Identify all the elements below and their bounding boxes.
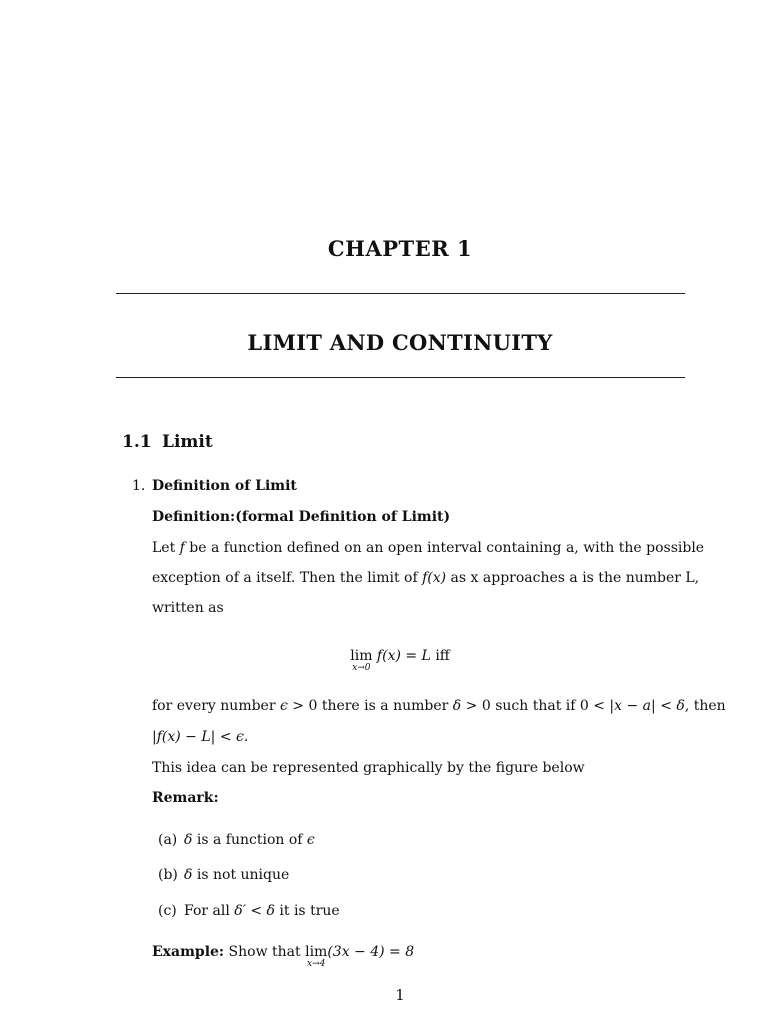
top-rule — [116, 293, 685, 294]
chapter-label: CHAPTER 1 — [327, 236, 473, 261]
bottom-rule — [116, 377, 685, 378]
math-delta: δ — [184, 867, 193, 883]
math-epsilon: ϵ — [279, 698, 288, 714]
math-fx-minus-l: f(x) − L — [156, 729, 211, 745]
text: , then — [684, 698, 726, 714]
paragraph1-line2 — [152, 570, 699, 586]
lim-subscript: x→4 — [307, 959, 326, 969]
paragraph2-line1 — [152, 698, 726, 714]
definition-heading: Definition:(formal Definition of Limit) — [152, 509, 451, 525]
lim-subscript: x→0 — [352, 663, 371, 673]
text: Let — [152, 540, 180, 556]
item-number: 1. — [132, 478, 146, 494]
page-number: 1 — [395, 986, 405, 1004]
text: | — [152, 729, 157, 745]
text: for every number — [152, 698, 280, 714]
example-expression: (3x − 4) = 8 — [327, 944, 415, 960]
math-delta: δ — [676, 698, 685, 714]
text: > 0 such that if 0 < | — [461, 698, 615, 714]
text: exception of a itself. Then the limit of — [152, 570, 423, 586]
example-line — [152, 944, 415, 969]
formula-iff: iff — [435, 648, 450, 664]
text: | < — [651, 698, 677, 714]
list-item-1 — [132, 478, 297, 494]
math-f: f — [179, 540, 185, 556]
text: be a function defined on an open interval containing a, with the possible — [184, 540, 705, 556]
remark-text: it is true — [274, 903, 340, 919]
lim-text: lim — [350, 648, 373, 664]
remark-label: (c) — [158, 903, 177, 919]
remark-item-a — [158, 832, 315, 848]
math-x-minus-a: x − a — [614, 698, 652, 714]
section-title: Limit — [162, 432, 213, 452]
paragraph1-line3: written as — [152, 600, 224, 616]
remark-heading: Remark: — [152, 790, 219, 806]
example-text: Show that — [224, 944, 306, 960]
math-delta-prime: δ′ < δ — [234, 903, 275, 919]
lim-text: lim — [305, 944, 328, 960]
section-heading — [122, 432, 213, 452]
remark-text: For all — [184, 903, 235, 919]
remark-text: is a function of — [192, 832, 307, 848]
paragraph1-line1 — [152, 540, 704, 556]
lim-operator — [350, 648, 373, 673]
text: as x approaches a is the number L, — [446, 570, 700, 586]
remark-text: is not unique — [192, 867, 290, 883]
text: | < — [210, 729, 237, 745]
math-delta: δ — [184, 832, 193, 848]
remark-item-c — [158, 903, 340, 919]
math-epsilon: ϵ — [306, 832, 315, 848]
math-delta: δ — [452, 698, 462, 714]
section-number: 1.1 — [122, 432, 152, 452]
math-fx: f(x) — [422, 570, 447, 586]
example-heading: Example: — [152, 944, 225, 960]
chapter-title: LIMIT AND CONTINUITY — [247, 330, 553, 355]
graph-line: This idea can be represented graphically by the figure below — [152, 760, 585, 776]
lim-operator — [305, 944, 328, 969]
remark-item-b — [158, 867, 289, 883]
math-epsilon: ϵ — [236, 729, 244, 745]
item-heading: Definition of Limit — [152, 478, 297, 494]
formula-body: f(x) = L — [376, 648, 431, 664]
text: > 0 there is a number — [287, 698, 453, 714]
remark-label: (b) — [158, 867, 178, 883]
paragraph2-line2 — [152, 729, 248, 745]
limit-formula — [0, 648, 768, 673]
remark-label: (a) — [158, 832, 178, 848]
text: . — [243, 729, 249, 745]
